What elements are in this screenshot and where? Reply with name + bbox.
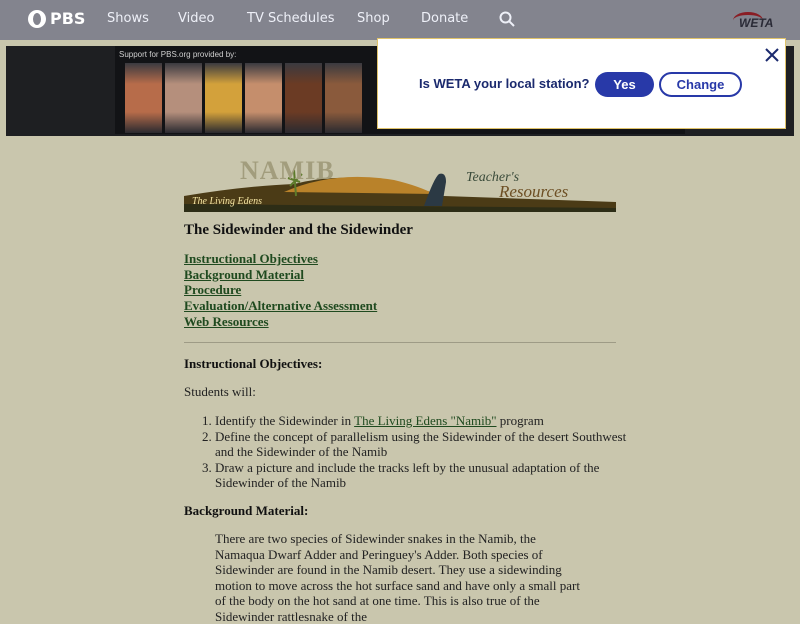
sponsor-photo-3: [205, 63, 242, 133]
weta-logo[interactable]: [733, 12, 775, 32]
teachers-resources-banner: [184, 156, 616, 214]
sponsor-photo-1: [125, 63, 162, 133]
list-item: [215, 413, 635, 429]
list-item-text: program: [496, 413, 544, 428]
nav-donate[interactable]: Donate: [421, 11, 469, 26]
station-question: Is WETA your local station?: [419, 76, 590, 91]
students-will-text: Students will:: [184, 384, 256, 399]
objectives-list: [184, 413, 635, 491]
list-item: 3. Draw a picture and include the tracks left by the unusual adaptation of the Sidewinder of the Namib: [215, 460, 635, 491]
toc-background-material[interactable]: Background Material: [184, 266, 305, 282]
pbs-logo[interactable]: [28, 9, 85, 28]
nav-tv-schedules[interactable]: TV Schedules: [247, 11, 335, 26]
list-item-text: Identify the Sidewinder in: [215, 413, 355, 428]
sponsor-photo-6: [325, 63, 362, 133]
background-heading: Background Material:: [184, 503, 309, 518]
weta-logo-text: WETA: [739, 16, 774, 30]
local-station-popup: [377, 38, 786, 129]
pbs-head-icon: [28, 10, 46, 28]
divider: [184, 342, 616, 343]
nav-shop[interactable]: Shop: [357, 11, 390, 26]
toc-evaluation[interactable]: Evaluation/Alternative Assessment: [184, 298, 378, 314]
sponsor-photo-4: [245, 63, 282, 133]
sponsor-photo-5: [285, 63, 322, 133]
nav-shows[interactable]: Shows: [107, 11, 149, 26]
resources-label: Resources: [499, 182, 569, 201]
change-button[interactable]: Change: [659, 72, 742, 97]
table-of-contents: [184, 251, 377, 330]
yes-button[interactable]: Yes: [595, 72, 654, 97]
search-icon[interactable]: [499, 11, 515, 27]
background-paragraph: There are two species of Sidewinder snakes in the Namib, the Namaqua Dwarf Adder and Peringuey's Adder. Both species of Sidewinder are found in the Namib desert. They use a sidewinding motion to move across the hot surface sand and have only a small part of the body on the hot sand at one time. This is also true of the Sidewinder rattlesnake of the: [215, 531, 580, 624]
objectives-heading: Instructional Objectives:: [184, 356, 323, 371]
living-edens-namib-link[interactable]: The Living Edens "Namib": [354, 413, 497, 428]
list-item: 2. Define the concept of parallelism using the Sidewinder of the desert Southwest and the Sidewinder of the Namib: [215, 429, 635, 460]
toc-web-resources[interactable]: Web Resources: [184, 313, 269, 329]
pbs-header: [0, 0, 800, 40]
pbs-logo-text: PBS: [50, 9, 86, 28]
close-icon[interactable]: [764, 47, 780, 63]
nav-video[interactable]: Video: [178, 11, 215, 26]
namib-title-art: NAMIB: [240, 156, 335, 185]
page-title: The Sidewinder and the Sidewinder: [184, 222, 413, 238]
toc-procedure[interactable]: Procedure: [184, 282, 242, 298]
living-edens-label: The Living Edens: [192, 196, 262, 207]
teachers-label: Teacher's: [466, 170, 520, 185]
sponsor-label: Support for PBS.org provided by:: [119, 50, 237, 59]
toc-instructional-objectives[interactable]: Instructional Objectives: [184, 251, 318, 266]
sponsor-photo-2: [165, 63, 202, 133]
